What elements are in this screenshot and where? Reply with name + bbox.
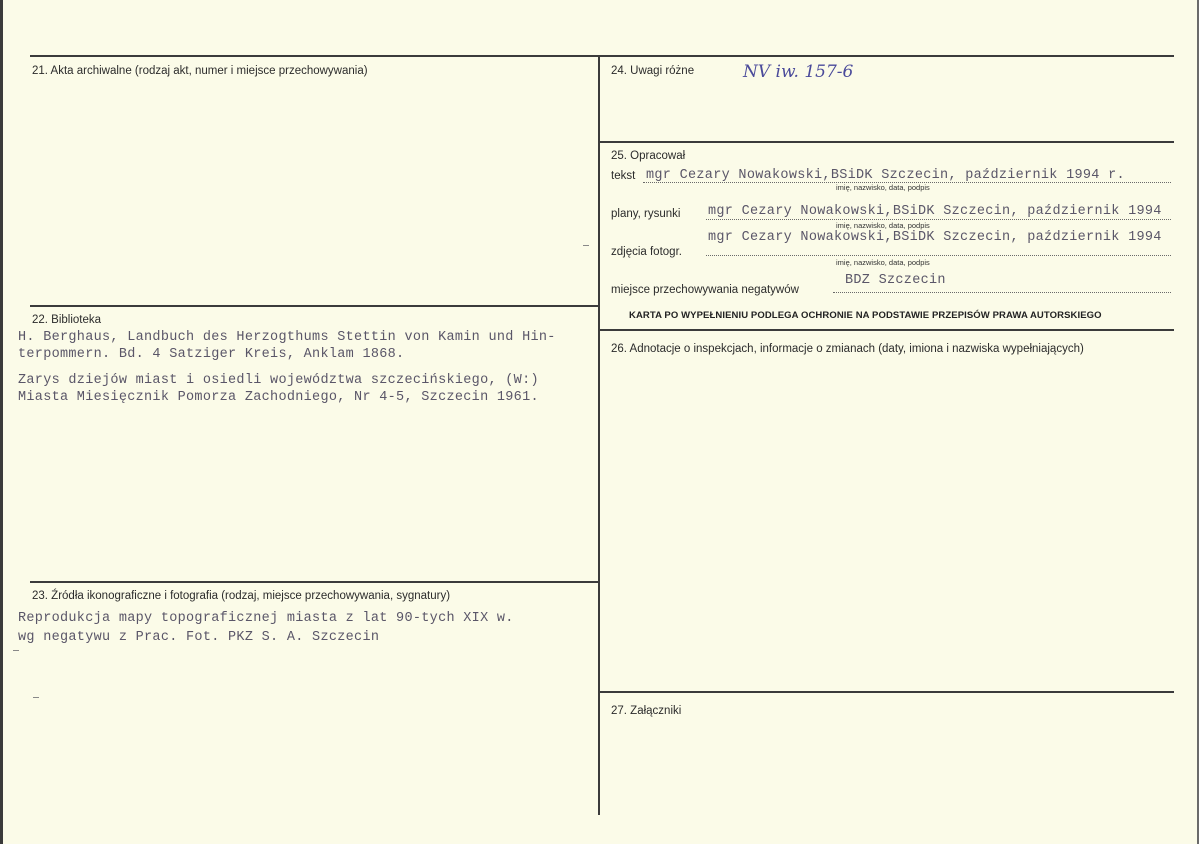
tekst-label: tekst xyxy=(611,170,636,182)
tekst-value: mgr Cezary Nowakowski,BSiDK Szczecin, październik 1994 r. xyxy=(646,168,1125,183)
section-24-label: 24. Uwagi różne xyxy=(611,65,695,77)
bibliography-line-2: terpommern. Bd. 4 Satziger Kreis, Anklam 1868. xyxy=(18,347,405,362)
section-21-label: 21. Akta archiwalne (rodzaj akt, numer i miejsce przechowywania) xyxy=(32,65,368,77)
bibliography-line-1: H. Berghaus, Landbuch des Herzogthums Stettin von Kamin und Hin- xyxy=(18,330,556,345)
plany-dotted-line xyxy=(706,219,1171,220)
iconography-line-2: wg negatywu z Prac. Fot. PKZ S. A. Szczecin xyxy=(18,630,380,645)
zdjecia-dotted-line xyxy=(706,255,1171,256)
negatywy-dotted-line xyxy=(833,292,1171,293)
tekst-caption: imię, nazwisko, data, podpis xyxy=(836,183,930,192)
zdjecia-label: zdjęcia fotogr. xyxy=(611,246,682,258)
section-27-label: 27. Załączniki xyxy=(611,705,682,717)
plany-value: mgr Cezary Nowakowski,BSiDK Szczecin, październik 1994 xyxy=(708,204,1162,219)
rule-24-25 xyxy=(599,141,1174,143)
margin-mark xyxy=(33,697,39,698)
bibliography-line-4: Miasta Miesięcznik Pomorza Zachodniego, Nr 4-5, Szczecin 1961. xyxy=(18,390,539,405)
rule-26-27 xyxy=(599,691,1174,693)
copyright-notice: KARTA PO WYPEŁNIENIU PODLEGA OCHRONIE NA PODSTAWIE PRZEPISÓW PRAWA AUTORSKIEGO xyxy=(629,310,1102,321)
margin-mark xyxy=(583,245,589,246)
iconography-line-1: Reprodukcja mapy topograficznej miasta z lat 90-tych XIX w. xyxy=(18,611,514,626)
rule-25-26 xyxy=(599,329,1174,331)
bibliography-line-3: Zarys dziejów miast i osiedli województwa szczecińskiego, (W:) xyxy=(18,373,539,388)
zdjecia-caption: imię, nazwisko, data, podpis xyxy=(836,258,930,267)
top-rule xyxy=(30,55,1174,57)
section-25-label: 25. Opracował xyxy=(611,150,686,162)
negatywy-label: miejsce przechowywania negatywów xyxy=(611,284,799,296)
section-22-label: 22. Biblioteka xyxy=(32,314,102,326)
margin-mark xyxy=(13,650,19,651)
rule-21-22 xyxy=(30,305,599,307)
column-divider xyxy=(598,55,600,815)
negatywy-value: BDZ Szczecin xyxy=(845,273,946,288)
plany-caption: imię, nazwisko, data, podpis xyxy=(836,221,930,230)
section-26-label: 26. Adnotacje o inspekcjach, informacje o zmianach (daty, imiona i nazwiska wypełniających) xyxy=(611,343,1084,355)
section-23-label: 23. Źródła ikonograficzne i fotografia (rodzaj, miejsce przechowywania, sygnatury) xyxy=(32,590,451,602)
plany-label: plany, rysunki xyxy=(611,208,681,220)
zdjecia-value: mgr Cezary Nowakowski,BSiDK Szczecin, październik 1994 xyxy=(708,230,1162,245)
rule-22-23 xyxy=(30,581,599,583)
handwritten-inventory-number: NV iw. 157-6 xyxy=(743,62,854,82)
